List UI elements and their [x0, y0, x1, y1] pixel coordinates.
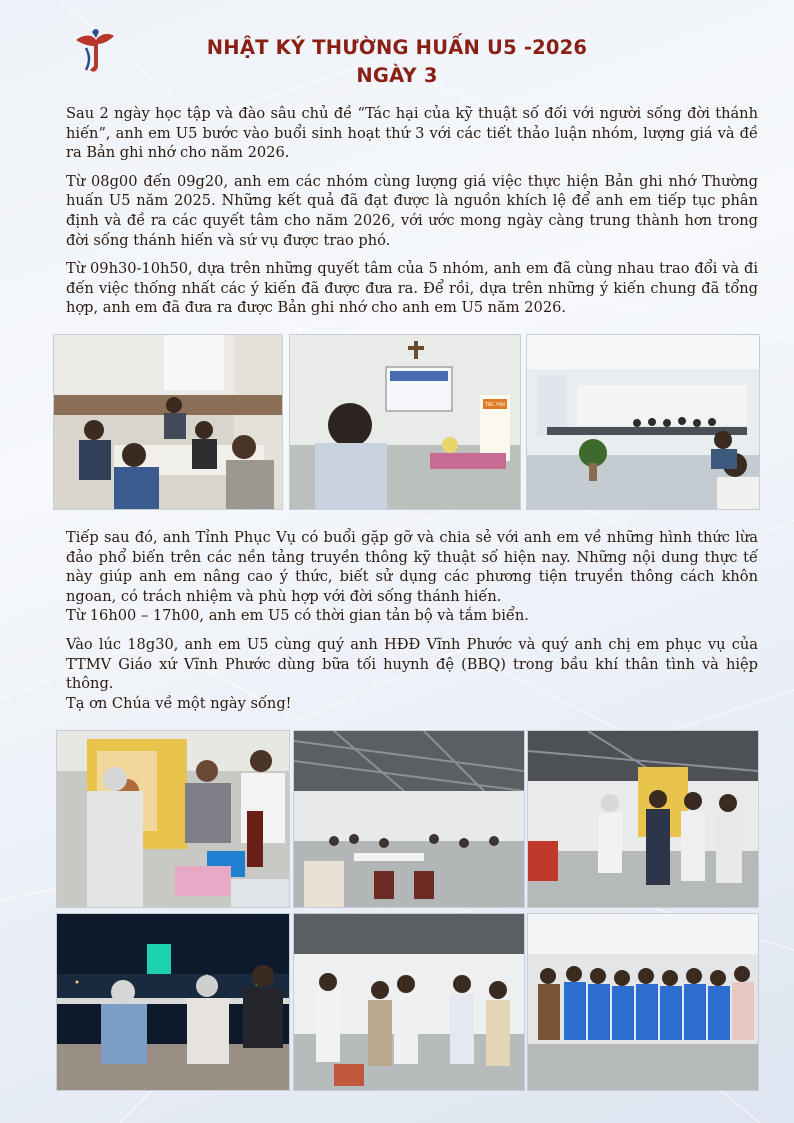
photo-group-discussion — [53, 334, 283, 510]
dove-cross-logo-icon — [72, 26, 116, 76]
poster-heading: TÁC HẠI — [485, 402, 505, 408]
photo-bbq-terrace — [293, 730, 525, 908]
title-line-1: NHẬT KÝ THƯỜNG HUẤN U5 -2026 — [206, 36, 588, 59]
page-title — [150, 34, 644, 90]
intro-paragraph-2: Từ 08g00 đến 09g20, anh em các nhóm cùng lượng giá việc thực hiện Bản ghi nhớ Thường huấn U5 năm 2025. Những kết quả đã đạt được là nguồn khích lệ để anh em tiếp tục phân định và đề ra các quyết tâm cho năm 2026, với ước mong ngày càng trung thành hơn trong đời sống thánh hiến và sứ vụ được trao phó. — [66, 172, 758, 249]
intro-paragraph-3: Từ 09h30-10h50, dựa trên những quyết tâm của 5 nhóm, anh em đã cùng nhau trao đổi và đi đến việc thống nhất các ý kiến đã được đưa ra. Để rồi, dựa trên những ý kiến chung đã tổng hợp, anh em đã đưa ra được Bản ghi nhớ cho anh em U5 năm 2026. — [66, 260, 758, 317]
sharing-paragraph — [66, 528, 758, 626]
photo-elder-speaking — [56, 730, 290, 908]
title-line-2: NGÀY 3 — [356, 64, 438, 87]
photo-presentation-room — [289, 334, 521, 510]
photo-volunteers-blue-shirts — [527, 913, 759, 1091]
dinner-paragraph-text: Vào lúc 18g30, anh em U5 cùng quý anh HĐĐ Vĩnh Phước và quý anh chị em phục vụ của TTMV Giáo xứ Vĩnh Phước dùng bữa tối huynh đệ (BBQ) trong bầu khí thân tình và hiệp thông. — [66, 635, 758, 693]
middle-text-block — [66, 528, 758, 722]
dinner-paragraph — [66, 635, 758, 713]
photo-group-gathering — [527, 730, 759, 908]
photo-night-elders — [56, 913, 290, 1091]
intro-paragraph-1: Sau 2 ngày học tập và đào sâu chủ đề “Tác hại của kỹ thuật số đối với người sống đời thánh hiến”, anh em U5 bước vào buổi sinh hoạt thứ 3 với các tiết thảo luận nhóm, lượng giá và đề ra Bản ghi nhớ cho năm 2026. — [66, 105, 758, 162]
thanksgiving-text: Tạ ơn Chúa về một ngày sống! — [66, 694, 292, 712]
photo-hall-voting — [526, 334, 760, 510]
photo-young-group — [293, 913, 525, 1091]
walk-time-text: Từ 16h00 – 17h00, anh em U5 có thời gian tản bộ và tắm biển. — [66, 607, 529, 625]
sharing-paragraph-text: Tiếp sau đó, anh Tỉnh Phục Vụ có buổi gặp gỡ và chia sẻ với anh em về những hình thức lừa đảo phổ biến trên các nền tảng truyền thông kỹ thuật số hiện nay. Những nội dung thực tế này giúp anh em nâng cao ý thức, biết sử dụng các phương tiện truyền thông cách khôn ngoan, có trách nhiệm và phù hợp với đời sống thánh hiến. — [66, 529, 758, 605]
intro-text-block — [66, 104, 758, 327]
